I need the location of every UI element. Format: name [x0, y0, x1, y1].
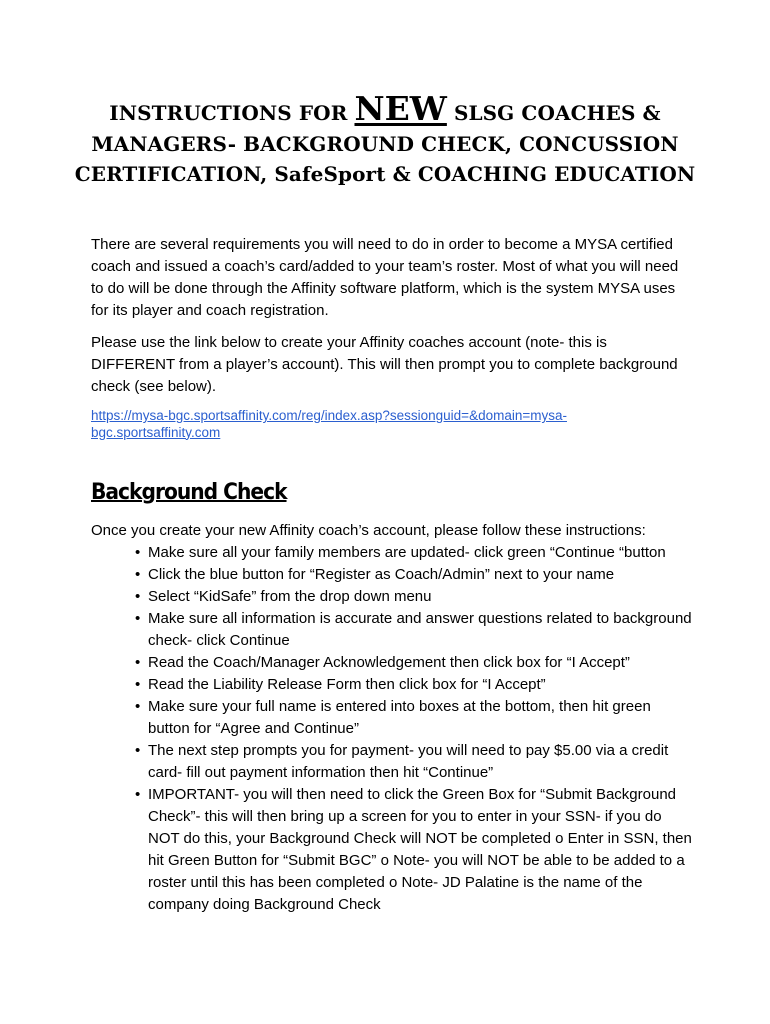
list-item — [135, 784, 695, 916]
bullet-icon: • — [135, 654, 141, 671]
link-instructions-paragraph: Please use the link below to create your Affinity coaches account (note- this is DIFFERENT from a player’s account). This will then prompt you to complete background check (see below). — [91, 334, 678, 395]
affinity-registration-link[interactable]: https://mysa-bgc.sportsaffinity.com/reg/index.asp?sessionguid=&domain=mysa-bgc.sportsaffinity.com — [91, 408, 567, 440]
step-text: Read the Liability Release Form then click box for “I Accept” — [148, 676, 546, 693]
step-text: Make sure all your family members are updated- click green “Continue “button — [148, 544, 666, 561]
background-check-heading: Background Check — [91, 480, 287, 505]
list-item — [135, 586, 695, 608]
list-item — [135, 652, 695, 674]
step-text: Read the Coach/Manager Acknowledgement then click box for “I Accept” — [148, 654, 630, 671]
background-check-intro: Once you create your new Affinity coach’s account, please follow these instructions: — [91, 522, 646, 539]
list-item — [135, 564, 695, 586]
list-item — [135, 542, 695, 564]
step-text: The next step prompts you for payment- you will need to pay $5.00 via a credit card- fill out payment information then hit “Continue” — [148, 742, 669, 781]
title-prefix: INSTRUCTIONS FOR — [109, 101, 355, 125]
step-text: Make sure your full name is entered into boxes at the bottom, then hit green button for “Agree and Continue” — [148, 698, 651, 737]
bullet-icon: • — [135, 588, 141, 605]
title-emphasis: NEW — [354, 89, 447, 128]
list-item — [135, 608, 695, 652]
bullet-icon: • — [135, 742, 141, 759]
step-text: Select “KidSafe” from the drop down menu — [148, 588, 432, 605]
list-item — [135, 740, 695, 784]
bullet-icon: • — [135, 566, 141, 583]
bullet-icon: • — [135, 786, 141, 803]
step-text: IMPORTANT- you will then need to click the Green Box for “Submit Background Check”- this will then bring up a screen for you to enter in your SSN- if you do NOT do this, your Background Check will NOT be completed o Enter in SSN, then hit Green Button for “Submit BGC” o Note- you will NOT be able to be added to a roster until this has been completed o Note- JD Palatine is the name of the company doing Background Check — [148, 786, 692, 913]
bullet-icon: • — [135, 610, 141, 627]
bullet-icon: • — [135, 698, 141, 715]
step-text: Make sure all information is accurate and answer questions related to background check- click Continue — [148, 610, 692, 649]
bullet-icon: • — [135, 544, 141, 561]
step-text: Click the blue button for “Register as Coach/Admin” next to your name — [148, 566, 615, 583]
page-title — [60, 89, 710, 190]
background-check-steps — [135, 542, 695, 916]
list-item — [135, 696, 695, 740]
list-item — [135, 674, 695, 696]
bullet-icon: • — [135, 676, 141, 693]
title-suffix: SLSG COACHES & MANAGERS- BACKGROUND CHECK, CONCUSSION CERTIFICATION, SafeSport & COACHING EDUCATION — [74, 101, 696, 186]
intro-paragraph: There are several requirements you will need to do in order to become a MYSA certified coach and issued a coach’s card/added to your team’s roster. Most of what you will need to do will be done through the Affinity software platform, which is the system MYSA uses for its player and coach registration. — [91, 236, 679, 319]
